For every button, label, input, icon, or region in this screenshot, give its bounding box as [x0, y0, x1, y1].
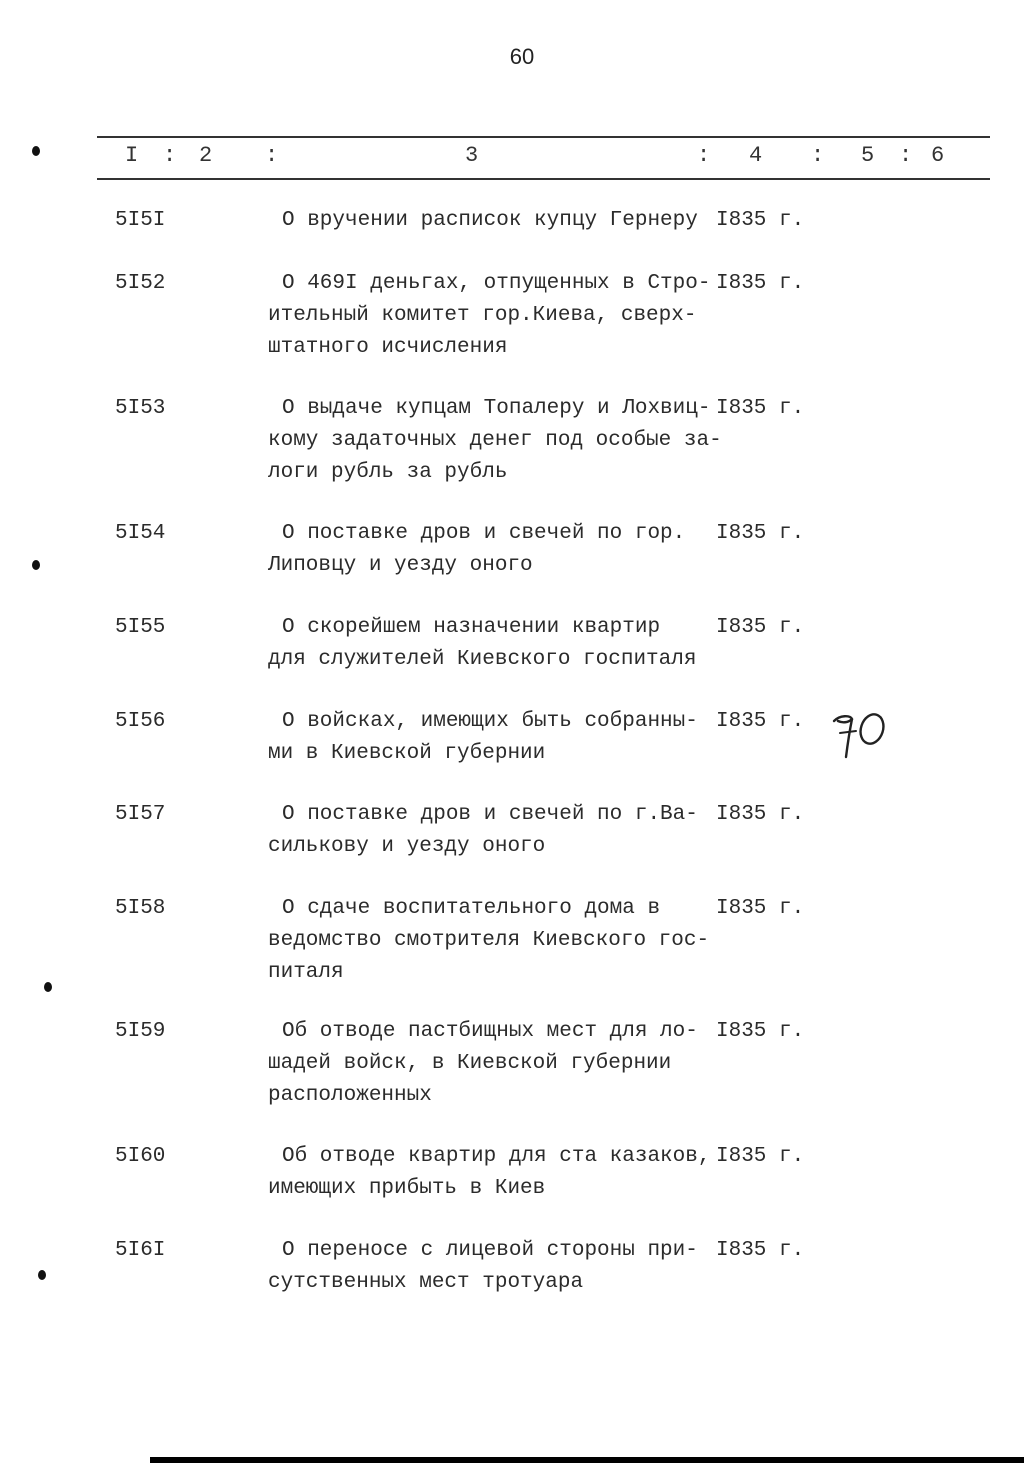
- column-separator: :: [811, 143, 825, 168]
- case-title: О войсках, имеющих быть собранны- ми в Киевской губернии: [268, 710, 698, 765]
- column-separator: :: [265, 143, 279, 168]
- case-year: I835 г.: [716, 897, 805, 920]
- case-title: О сдаче воспитательного дома в ведомство смотрителя Киевского гос- питаля: [268, 897, 710, 984]
- case-number: 5I52: [115, 272, 166, 295]
- case-number: 5I55: [115, 616, 166, 639]
- case-year: I835 г.: [716, 1020, 805, 1043]
- punch-hole-marker: [32, 560, 40, 570]
- case-year: I835 г.: [716, 616, 805, 639]
- column-separator: :: [163, 143, 177, 168]
- punch-hole-marker: [38, 1270, 46, 1280]
- column-separator: :: [899, 143, 913, 168]
- scan-bottom-edge: [150, 1457, 1024, 1463]
- case-year: I835 г.: [716, 1145, 805, 1168]
- table-header: [97, 143, 990, 173]
- column-4-label: 4: [749, 143, 763, 168]
- column-6-label: 6: [931, 143, 945, 168]
- punch-hole-marker: [44, 982, 52, 992]
- case-number: 5I6I: [115, 1239, 166, 1262]
- case-year: I835 г.: [716, 397, 805, 420]
- case-number: 5I57: [115, 803, 166, 826]
- case-number: 5I54: [115, 522, 166, 545]
- case-title: О поставке дров и свечей по г.Ва- силькову и уезду оного: [268, 803, 698, 858]
- punch-hole-marker: [32, 146, 40, 156]
- case-year: I835 г.: [716, 710, 805, 733]
- column-2-label: 2: [199, 143, 213, 168]
- case-title: О переносе с лицевой стороны при- сутственных мест тротуара: [268, 1239, 698, 1294]
- case-title: О выдаче купцам Топалеру и Лохвиц- кому задаточных денег под особые за- логи рубль за рубль: [268, 397, 722, 484]
- case-number: 5I59: [115, 1020, 166, 1043]
- case-number: 5I5I: [115, 209, 166, 232]
- case-title: О поставке дров и свечей по гор. Липовцу и уезду оного: [268, 522, 686, 577]
- handwritten-sheet-number-icon: [828, 707, 892, 763]
- case-year: I835 г.: [716, 272, 805, 295]
- case-title: О вручении расписок купцу Гернеру: [282, 209, 698, 232]
- column-separator: :: [697, 143, 711, 168]
- case-number: 5I56: [115, 710, 166, 733]
- case-number: 5I53: [115, 397, 166, 420]
- case-year: I835 г.: [716, 522, 805, 545]
- case-title: Об отводе пастбищных мест для ло- шадей войск, в Киевской губернии расположенных: [268, 1020, 698, 1107]
- case-year: I835 г.: [716, 209, 805, 232]
- header-top-rule: [97, 136, 990, 138]
- case-year: I835 г.: [716, 1239, 805, 1262]
- case-title: О скорейшем назначении квартир для служителей Киевского госпиталя: [268, 616, 697, 671]
- case-title: Об отводе квартир для ста казаков, имеющих прибыть в Киев: [268, 1145, 711, 1200]
- column-1-label: I: [125, 143, 139, 168]
- case-number: 5I58: [115, 897, 166, 920]
- case-title: О 469I деньгах, отпущенных в Стро- ительный комитет гор.Киева, сверх- штатного исчисления: [268, 272, 711, 359]
- header-bottom-rule: [97, 178, 990, 180]
- column-3-label: 3: [465, 143, 479, 168]
- case-year: I835 г.: [716, 803, 805, 826]
- case-number: 5I60: [115, 1145, 166, 1168]
- column-5-label: 5: [861, 143, 875, 168]
- page-number: 60: [509, 44, 535, 69]
